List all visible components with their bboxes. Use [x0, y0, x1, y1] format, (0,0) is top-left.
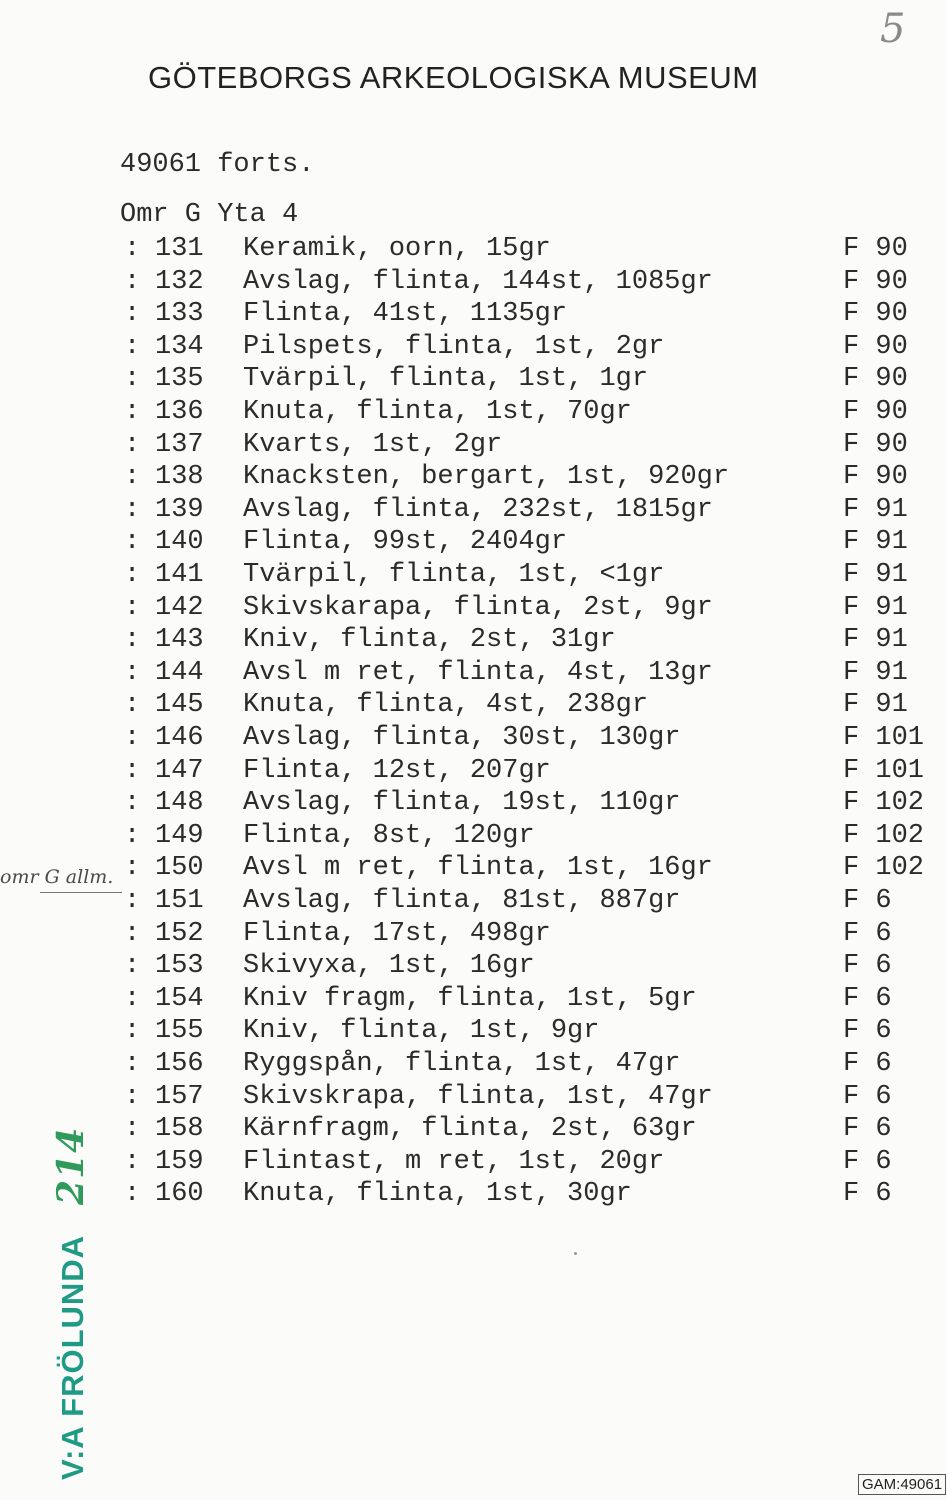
entry-colon: : — [124, 755, 141, 786]
entry-colon: : — [124, 494, 141, 525]
list-item — [0, 722, 947, 755]
entry-description: Avslag, flinta, 144st, 1085gr — [243, 266, 713, 297]
entry-location: F 90 — [843, 299, 908, 330]
list-item — [0, 526, 947, 559]
entry-location: F 102 — [843, 853, 925, 884]
list-item — [0, 298, 947, 331]
entry-colon: : — [124, 1049, 141, 1079]
entry-location: F 6 — [843, 886, 892, 916]
entry-number: 156 — [155, 1049, 204, 1079]
entry-colon: : — [124, 266, 141, 297]
page-number: 5 — [880, 6, 906, 52]
entry-number: 131 — [155, 234, 204, 264]
entry-description: Knuta, flinta, 1st, 30gr — [243, 1179, 632, 1210]
entry-colon: : — [124, 331, 141, 362]
list-item — [0, 461, 947, 494]
entry-number: 151 — [155, 886, 204, 916]
list-item — [0, 266, 947, 299]
entry-description: Avslag, flinta, 81st, 887gr — [243, 886, 681, 916]
entry-colon: : — [124, 364, 141, 395]
entry-location: F 101 — [843, 723, 925, 753]
entry-number: 148 — [155, 788, 204, 819]
entry-number: 154 — [155, 983, 204, 1014]
margin-note-underline — [40, 892, 122, 893]
area-heading: Omr G Yta 4 — [120, 200, 299, 230]
entry-location: F 90 — [843, 429, 908, 460]
entry-location: F 6 — [843, 983, 892, 1014]
paper-speck — [574, 1252, 577, 1255]
entry-description: Pilspets, flinta, 1st, 2gr — [243, 331, 665, 362]
entry-location: F 91 — [843, 560, 908, 590]
entry-number: 155 — [155, 1016, 204, 1047]
entry-location: F 91 — [843, 494, 908, 525]
list-item — [0, 657, 947, 690]
entry-colon: : — [124, 1146, 141, 1177]
entry-location: F 6 — [843, 951, 892, 982]
site-stamp-name: V:A FRÖLUNDA — [55, 1234, 90, 1480]
entry-description: Avslag, flinta, 232st, 1815gr — [243, 494, 713, 525]
entry-location: F 90 — [843, 234, 908, 264]
entry-description: Flinta, 8st, 120gr — [243, 820, 535, 851]
entry-number: 143 — [155, 625, 204, 656]
entry-description: Flinta, 99st, 2404gr — [243, 527, 568, 558]
entry-location: F 6 — [843, 1179, 892, 1210]
list-item — [0, 689, 947, 722]
list-item — [0, 787, 947, 820]
entry-colon: : — [124, 397, 141, 427]
entry-location: F 102 — [843, 820, 925, 851]
list-item — [0, 950, 947, 983]
entry-number: 138 — [155, 462, 204, 493]
entry-location: F 91 — [843, 657, 908, 688]
entry-description: Tvärpil, flinta, 1st, 1gr — [243, 364, 649, 395]
entry-description: Flintast, m ret, 1st, 20gr — [243, 1146, 665, 1177]
entry-colon: : — [124, 1114, 141, 1145]
entry-colon: : — [124, 657, 141, 688]
entry-description: Ryggspån, flinta, 1st, 47gr — [243, 1049, 681, 1079]
entry-colon: : — [124, 1081, 141, 1112]
list-item — [0, 592, 947, 625]
entry-number: 135 — [155, 364, 204, 395]
card-reference: 49061 forts. — [120, 150, 315, 180]
list-item — [0, 1113, 947, 1146]
entry-number: 139 — [155, 494, 204, 525]
entry-description: Avsl m ret, flinta, 4st, 13gr — [243, 657, 713, 688]
entry-location: F 6 — [843, 1049, 892, 1079]
entry-number: 157 — [155, 1081, 204, 1112]
list-item — [0, 885, 947, 918]
entry-colon: : — [124, 299, 141, 330]
entry-location: F 6 — [843, 1081, 892, 1112]
entry-colon: : — [124, 723, 141, 753]
entry-description: Kniv, flinta, 1st, 9gr — [243, 1016, 600, 1047]
entry-description: Knuta, flinta, 4st, 238gr — [243, 690, 649, 721]
entry-location: F 91 — [843, 592, 908, 623]
entry-location: F 102 — [843, 788, 925, 819]
entry-number: 160 — [155, 1179, 204, 1210]
entry-location: F 6 — [843, 918, 892, 949]
list-item — [0, 1081, 947, 1114]
entry-location: F 90 — [843, 331, 908, 362]
entry-colon: : — [124, 429, 141, 460]
entry-number: 132 — [155, 266, 204, 297]
entry-location: F 6 — [843, 1114, 892, 1145]
list-item — [0, 1015, 947, 1048]
list-item — [0, 852, 947, 885]
entry-description: Flinta, 41st, 1135gr — [243, 299, 568, 330]
entry-description: Tvärpil, flinta, 1st, <1gr — [243, 560, 665, 590]
entry-description: Skivskrapa, flinta, 1st, 47gr — [243, 1081, 713, 1112]
entry-number: 141 — [155, 560, 204, 590]
entry-description: Kniv, flinta, 2st, 31gr — [243, 625, 616, 656]
entry-colon: : — [124, 690, 141, 721]
entry-colon: : — [124, 918, 141, 949]
entry-location: F 90 — [843, 462, 908, 493]
list-item — [0, 429, 947, 462]
entry-location: F 91 — [843, 527, 908, 558]
entry-location: F 90 — [843, 266, 908, 297]
entry-colon: : — [124, 234, 141, 264]
entry-description: Avslag, flinta, 30st, 130gr — [243, 723, 681, 753]
entry-colon: : — [124, 592, 141, 623]
entry-number: 153 — [155, 951, 204, 982]
site-stamp — [50, 1127, 92, 1480]
list-item — [0, 331, 947, 364]
entry-number: 144 — [155, 657, 204, 688]
entry-description: Keramik, oorn, 15gr — [243, 234, 551, 264]
entry-location: F 91 — [843, 690, 908, 721]
entry-number: 134 — [155, 331, 204, 362]
entry-colon: : — [124, 527, 141, 558]
entry-number: 142 — [155, 592, 204, 623]
list-item — [0, 363, 947, 396]
entry-number: 147 — [155, 755, 204, 786]
entry-location: F 6 — [843, 1016, 892, 1047]
list-item — [0, 983, 947, 1016]
entry-number: 152 — [155, 918, 204, 949]
list-item — [0, 494, 947, 527]
entry-location: F 101 — [843, 755, 925, 786]
entry-colon: : — [124, 853, 141, 884]
list-item — [0, 559, 947, 592]
margin-note: omr G allm. — [0, 866, 114, 888]
entry-number: 140 — [155, 527, 204, 558]
entry-number: 145 — [155, 690, 204, 721]
entry-number: 146 — [155, 723, 204, 753]
entry-colon: : — [124, 951, 141, 982]
entry-location: F 90 — [843, 364, 908, 395]
entry-description: Flinta, 17st, 498gr — [243, 918, 551, 949]
entry-number: 136 — [155, 397, 204, 427]
entry-number: 150 — [155, 853, 204, 884]
entry-description: Kärnfragm, flinta, 2st, 63gr — [243, 1114, 697, 1145]
entry-colon: : — [124, 1016, 141, 1047]
entry-colon: : — [124, 788, 141, 819]
entry-location: F 6 — [843, 1146, 892, 1177]
entry-number: 149 — [155, 820, 204, 851]
entry-colon: : — [124, 625, 141, 656]
entry-description: Flinta, 12st, 207gr — [243, 755, 551, 786]
list-item — [0, 918, 947, 951]
list-item — [0, 624, 947, 657]
entry-location: F 90 — [843, 397, 908, 427]
entry-number: 133 — [155, 299, 204, 330]
entry-description: Skivyxa, 1st, 16gr — [243, 951, 535, 982]
entry-description: Avsl m ret, flinta, 1st, 16gr — [243, 853, 713, 884]
list-item — [0, 1146, 947, 1179]
entry-colon: : — [124, 560, 141, 590]
entry-colon: : — [124, 820, 141, 851]
list-item — [0, 755, 947, 788]
site-stamp-number: 214 — [50, 1126, 92, 1205]
accession-label: GAM:49061 — [858, 1474, 946, 1495]
entry-number: 158 — [155, 1114, 204, 1145]
entry-number: 137 — [155, 429, 204, 460]
list-item — [0, 1178, 947, 1211]
list-item — [0, 820, 947, 853]
list-item — [0, 1048, 947, 1081]
entry-number: 159 — [155, 1146, 204, 1177]
entry-description: Avslag, flinta, 19st, 110gr — [243, 788, 681, 819]
museum-header: GÖTEBORGS ARKEOLOGISKA MUSEUM — [148, 60, 759, 95]
entry-location: F 91 — [843, 625, 908, 656]
entry-description: Knacksten, bergart, 1st, 920gr — [243, 462, 730, 493]
entry-description: Skivskarapa, flinta, 2st, 9gr — [243, 592, 713, 623]
entry-description: Kniv fragm, flinta, 1st, 5gr — [243, 983, 697, 1014]
entry-colon: : — [124, 462, 141, 493]
entry-description: Kvarts, 1st, 2gr — [243, 429, 503, 460]
entry-colon: : — [124, 1179, 141, 1210]
entry-colon: : — [124, 886, 141, 916]
entry-colon: : — [124, 983, 141, 1014]
list-item — [0, 233, 947, 266]
list-item — [0, 396, 947, 429]
entry-description: Knuta, flinta, 1st, 70gr — [243, 397, 632, 427]
